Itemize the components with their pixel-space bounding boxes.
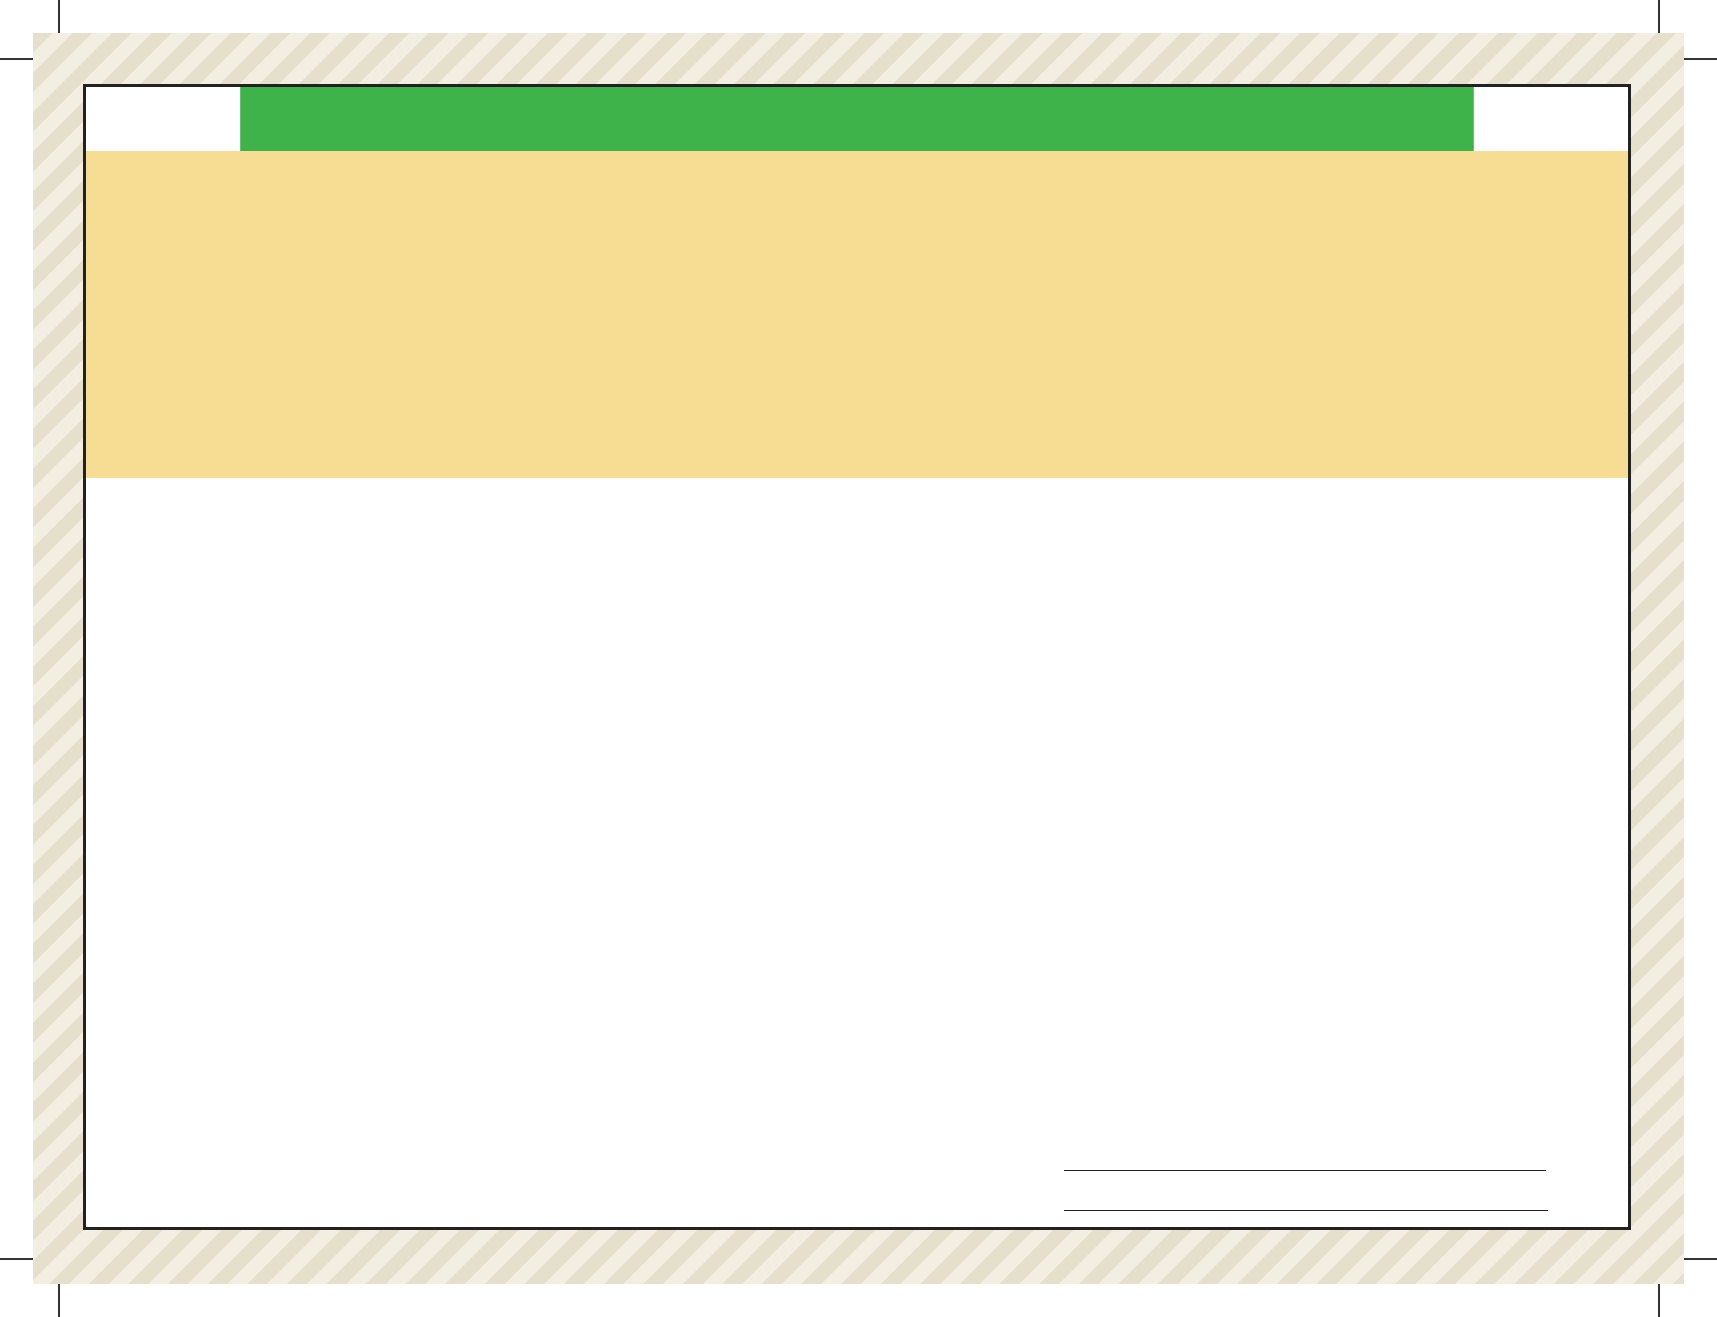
crop-mark bbox=[0, 1258, 33, 1260]
crop-mark bbox=[58, 1284, 60, 1317]
crop-mark bbox=[1684, 58, 1717, 60]
card-title bbox=[240, 87, 1474, 151]
scorer-signature-line[interactable] bbox=[1064, 1170, 1546, 1171]
crop-mark bbox=[1684, 1258, 1717, 1260]
crop-mark bbox=[1658, 1284, 1660, 1317]
crop-mark bbox=[58, 0, 60, 33]
scorecard bbox=[83, 84, 1631, 1230]
attest-signature-line[interactable] bbox=[1064, 1210, 1548, 1211]
hole-diagrams-strip bbox=[86, 151, 1628, 478]
ratings-footer bbox=[86, 1126, 1628, 1230]
crop-mark bbox=[0, 58, 33, 60]
crop-mark bbox=[1658, 0, 1660, 33]
